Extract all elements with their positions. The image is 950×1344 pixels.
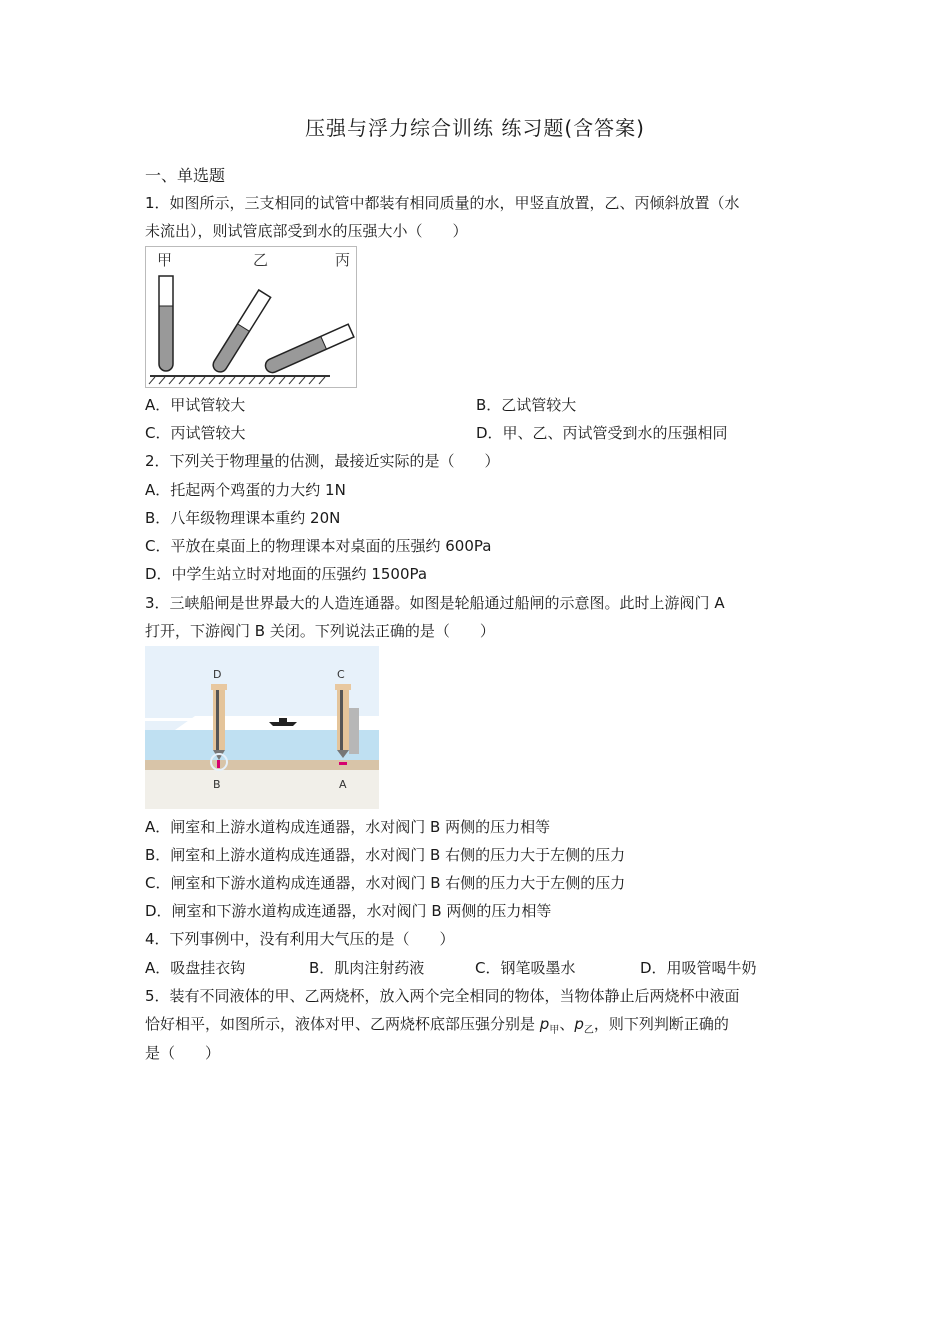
q4-option-a: A．吸盘挂衣钩 — [145, 959, 246, 977]
q1-test-tubes-figure — [145, 246, 357, 388]
q5-subscript-yi: 乙 — [583, 1025, 594, 1036]
q1-stem-line2: 未流出），则试管底部受到水的压强大小（ ） — [145, 222, 468, 240]
q3-option-c: C．闸室和下游水道构成连通器，水对阀门 B 右侧的压力大于左侧的压力 — [145, 874, 626, 892]
q2-option-c: C．平放在桌面上的物理课本对桌面的压强约 600Pa — [145, 537, 492, 555]
q3-stem-line2: 打开，下游阀门 B 关闭。下列说法正确的是（ ） — [145, 622, 495, 640]
q3-label-d: D — [213, 668, 222, 681]
q5-p-symbol-jia: p — [539, 1015, 550, 1033]
q2-option-a: A．托起两个鸡蛋的力大约 1N — [145, 481, 346, 499]
q3-option-b: B．闸室和上游水道构成连通器，水对阀门 B 右侧的压力大于左侧的压力 — [145, 846, 626, 864]
q5-separator: 、 — [559, 1015, 575, 1033]
q3-gate-left — [211, 684, 227, 770]
q3-label-b: B — [213, 778, 221, 791]
q1-stem-line1: 1．如图所示，三支相同的试管中都装有相同质量的水，甲竖直放置，乙、丙倾斜放置（水 — [145, 194, 740, 212]
q1-label-bing: 丙 — [335, 251, 351, 269]
q3-stem-line1: 3．三峡船闸是世界最大的人造连通器。如图是轮船通过船闸的示意图。此时上游阀门 A — [145, 594, 725, 612]
q5-p-symbol-yi: p — [574, 1015, 584, 1033]
q2-option-d: D．中学生站立时对地面的压强约 1500Pa — [145, 565, 428, 583]
q5-line2-text-a: 恰好相平，如图所示，液体对甲、乙两烧杯底部压强分别是 — [145, 1015, 540, 1033]
q4-option-c: C．钢笔吸墨水 — [475, 959, 576, 977]
q4-option-d: D．用吸管喝牛奶 — [640, 959, 757, 977]
q5-stem-line1: 5．装有不同液体的甲、乙两烧杯，放入两个完全相同的物体，当物体静止后两烧杯中液面 — [145, 987, 740, 1005]
q1-figure-frame — [146, 247, 357, 388]
q2-option-b: B．八年级物理课本重约 20N — [145, 509, 341, 527]
q3-option-a: A．闸室和上游水道构成连通器，水对阀门 B 两侧的压力相等 — [145, 818, 551, 836]
q1-option-d: D．甲、乙、丙试管受到水的压强相同 — [476, 424, 728, 442]
q1-option-c: C．丙试管较大 — [145, 424, 246, 442]
page-title: 压强与浮力综合训练 练习题(含答案) — [305, 116, 645, 140]
q1-label-yi: 乙 — [253, 251, 269, 269]
q3-option-d: D．闸室和下游水道构成连通器，水对阀门 B 两侧的压力相等 — [145, 902, 552, 920]
q5-line2-text-b: ，则下列判断正确的 — [593, 1015, 729, 1033]
q5-subscript-jia: 甲 — [549, 1025, 560, 1036]
q3-label-a: A — [339, 778, 347, 791]
q3-label-c: C — [337, 668, 345, 681]
q5-stem-line3: 是（ ） — [145, 1044, 221, 1062]
q1-label-jia: 甲 — [157, 251, 173, 269]
q3-ship-lock-figure — [145, 646, 379, 809]
q1-option-a: A．甲试管较大 — [145, 396, 246, 414]
q5-stem-line2 — [145, 1014, 729, 1041]
q4-stem: 4．下列事例中，没有利用大气压的是（ ） — [145, 930, 455, 948]
q1-option-b: B．乙试管较大 — [476, 396, 577, 414]
q4-option-b: B．肌肉注射药液 — [309, 959, 425, 977]
section-heading: 一、单选题 — [145, 166, 226, 185]
q2-stem: 2．下列关于物理量的估测，最接近实际的是（ ） — [145, 452, 500, 470]
